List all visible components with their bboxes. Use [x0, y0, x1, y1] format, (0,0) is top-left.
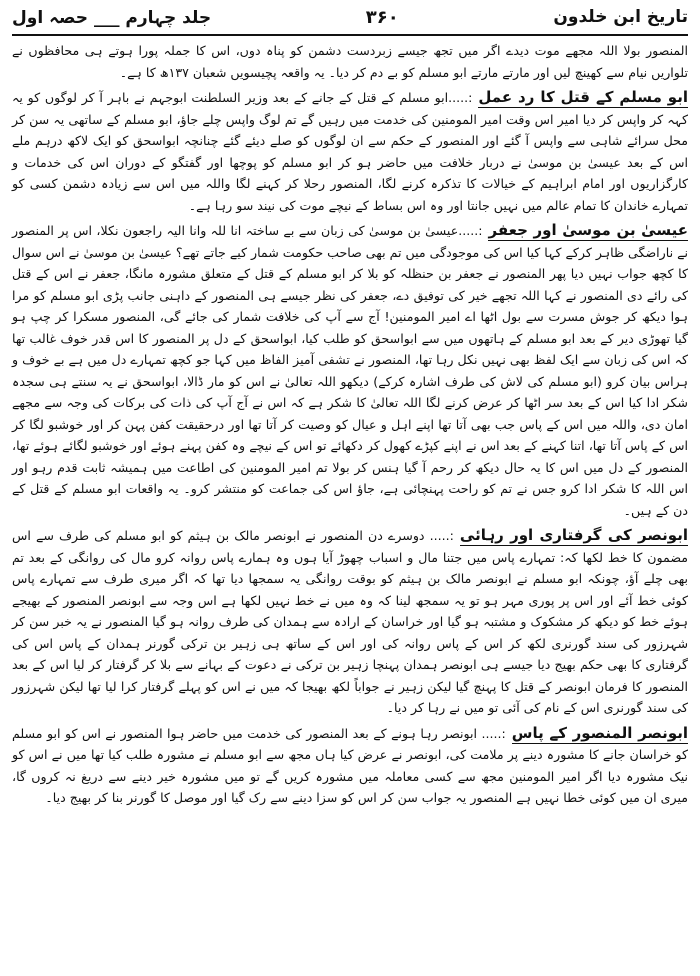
section-heading: ابونصر کی گرفتاری اور رہائی [459, 526, 688, 544]
paragraph [12, 723, 688, 809]
page-header [12, 0, 688, 36]
book-title: تاریخ ابن خلدون [553, 7, 688, 27]
paragraph [12, 220, 688, 521]
paragraph-text: المنصور بولا اللہ مجھے موت دیدے اگر میں تجھ جیسے زبردست دشمن کو پناہ دوں، اس کا جملہ پورا ہوتے ہی محافظوں نے تلواریں نیام سے کھینچ لیں اور مارتے مارتے ابو مسلم کو بے دم کر دیا۔ یہ واقعہ پچیسویں شعبان ۱۳۷ھ کا ہے۔ [12, 43, 688, 80]
page-number: ۳۶۰ [365, 6, 399, 28]
section-heading: عیسیٰ بن موسیٰ اور جعفر [488, 221, 688, 239]
paragraph-text: :..... دوسرے دن المنصور نے ابونصر مالک بن ہیثم کو ابو مسلم کی طرف سے اس مضمون کا خط لکھا کہ: تمہارے پاس میں جتنا مال و اسباب چھوڑ آیا ہوں وہ ہمارے پاس روانہ کرو مال کی روانگی کے بعد تم بھی چلے آؤ، چونکہ ابو مسلم نے ابونصر مالک بن ہیثم کو بوقت روانگی یہ سمجھا دیا تھا کہ اگر میری طرف سے تمہارے پاس کوئی خط آئے اور اس پر پوری مہر ہو تو یہ سمجھ لینا کہ وہ میں نے خط نہیں لکھا ہے اس وجہ سے ابونصر المنصور کے بھیجے ہوئے خط کو دیکھ کر مشکوک و مشتبہ ہو گیا اور خراسان کے ارادہ سے ہمدان کی طرف روانہ ہو گیا المنصور نے یہ خبر سن کر شہرزور کی سند گورنری لکھ کر اس کے پاس روانہ کی اور اس کے ساتھ ہی زہیر بن ترکی گورنر ہمدان کے پاس اس کی گرفتاری کا بھی حکم بھیج دیا جیسے ہی ابونصر ہمدان پہنچا زہیر بن ترکی نے دعوت کے بہانے سے بلا کر گرفتار کر لیا اس کے بعد المنصور کا فرمان ابونصر کے قتل کا پہنچ گیا لیکن زہیر نے جواباً لکھ بھیجا کہ میں نے اس کو پہلے گرفتار کرا لیا تھا لیکن شہرزور کی سند گورنری اس کے نام کی آئی تو میں نے رہا کر دیا۔ [12, 528, 688, 715]
paragraph [12, 87, 688, 216]
paragraph [12, 40, 688, 83]
paragraph-text: :..... ابونصر رہا ہونے کے بعد المنصور کی خدمت میں حاضر ہوا المنصور نے اس کو ابو مسلم کو خراسان جانے کا مشورہ دینے پر ملامت کی، ابونصر نے عرض کیا ہاں مجھ سے ابو مسلم نے مشورہ طلب کیا تھا میں نے اس کو نیک مشورہ دیا اگر امیر المومنین مجھ سے کسی معاملہ میں مشورہ کریں گے تو میں مشورہ خیر دینے سے دریغ نہ کروں گا، میری ان میں کوئی خطا نہیں ہے المنصور یہ جواب سن کر اس کو سزا دینے سے رک گیا اور موصل کا گورنر بنا کر بھیج دیا۔ [12, 725, 688, 805]
paragraph [12, 525, 688, 719]
volume-label: جلد چہارم ___ حصہ اول [12, 7, 212, 28]
section-heading: ابو مسلم کے قتل کا رد عمل [478, 88, 688, 106]
paragraph-text: :.....عیسیٰ بن موسیٰ کی زبان سے بے ساختہ انا للہ وانا الیہ راجعون نکلا، اس پر المنصور نے ناراضگی ظاہر کرکے کہا کیا اس کی موجودگی میں تم بھی صاحب حکومت شمار کیے جاتے تھے؟ عیسیٰ بن موسیٰ نے اس سوال کا کچھ جواب نہیں دیا پھر المنصور نے جعفر بن حنظلہ کو بلا کر ابو مسلم کے قتل کے متعلق مشورہ مانگا، جعفر نے اس کے قتل کی رائے دی المنصور نے کہا اللہ تجھے خیر کی توفیق دے، جعفر کی نظر جیسے ہی المنصور کے داہنی جانب پڑی ابو مسلم کو مرا ہوا دیکھ کر جوش مسرت سے بول اٹھا اے امیر المومنین! آج سے آپ کی خلافت شمار کی جائے گی، المنصور مسکرا کر چپ ہو گیا تھوڑی دیر کے بعد ابو مسلم کے ہاتھوں میں سے ابواسحق کو طلب کیا، ابواسحق کے دل پر المنصور کا اس قدر خوف غالب تھا کہ اس کی زبان سے ایک لفظ بھی نہیں نکل رہا تھا، المنصور نے تشفی آمیز الفاظ میں کہا جو کچھ تمہارے دل میں ہے بے خوف و ہراس بیان کرو (ابو مسلم کی لاش کی طرف اشارہ کرکے) دیکھو اللہ تعالیٰ نے اس کو مار ڈالا، ابواسحق نے یہ سنتے ہی سجدہ شکر ادا کیا اس کے بعد سر اٹھا کر عرض کرنے لگا اللہ تعالیٰ کا شکر ہے کہ اس نے آج آپ کی ذات کی برکات کی وجہ سے مجھے امان دی، واللہ میں اس کے پاس جب بھی آتا تھا اپنے اہل و عیال کو وصیت کر آتا تھا اور درحقیقت کفن پہن کر اور خوشبو لگا کر اس کے پاس آتا تھا، اتنا کہنے کے بعد اس نے اپنے کپڑے کھول کر دکھائے تو اس کے نیچے وہ کفن پہنے ہوئے اور خوشبو لگائے ہوئے تھا، المنصور کے دل میں اس کا یہ حال دیکھ کر رحم آ گیا ہنس کر بولا تم امیر المومنین کی اطاعت میں ہمیشہ ثابت قدم رہو اور اس اللہ کا شکر ادا کرو جس نے تم کو راحت پہنچائی ہے، جاؤ اس کی جماعت کو منتشر کرو۔ یہ واقعات ابو مسلم کے قتل کے دن کے ہیں۔ [12, 223, 688, 518]
section-heading: ابونصر المنصور کے پاس [511, 723, 688, 742]
paragraph-text: :.....ابو مسلم کے قتل کے جانے کے بعد وزیر السلطنت ابوجہم نے باہر آ کر لوگوں کو یہ کہہ کر واپس کر دیا امیر اس وقت امیر المومنین کی خدمت میں رہیں گے تم لوگ واپس چلے جاؤ، ابو مسلم کے ساتھی یہ سن کر محل سرائے شاہی سے واپس آ گئے اور المنصور کے حکم سے ان لوگوں کو صلے دیئے گئے چنانچہ ابواسحق کو ایک لاکھ درہم ملے اس کے بعد عیسیٰ بن موسیٰ نے دربار خلافت میں حاضر ہو کر ابو مسلم کو پوچھا اور گفتگو کے دوران اس کی خدمات و کارگزاریوں اور امام ابراہیم کے خیالات کا تذکرہ کرنے لگا، المنصور رحلا کر کہنے لگا واللہ میں اس سے زیادہ دشمن کسی کو تمہارے خاندان کا تمام عالم میں نہیں جانتا اور وہ اس بساط کے نیچے موت کی نیند سو رہا ہے۔ [12, 90, 688, 213]
page-body [12, 40, 688, 809]
